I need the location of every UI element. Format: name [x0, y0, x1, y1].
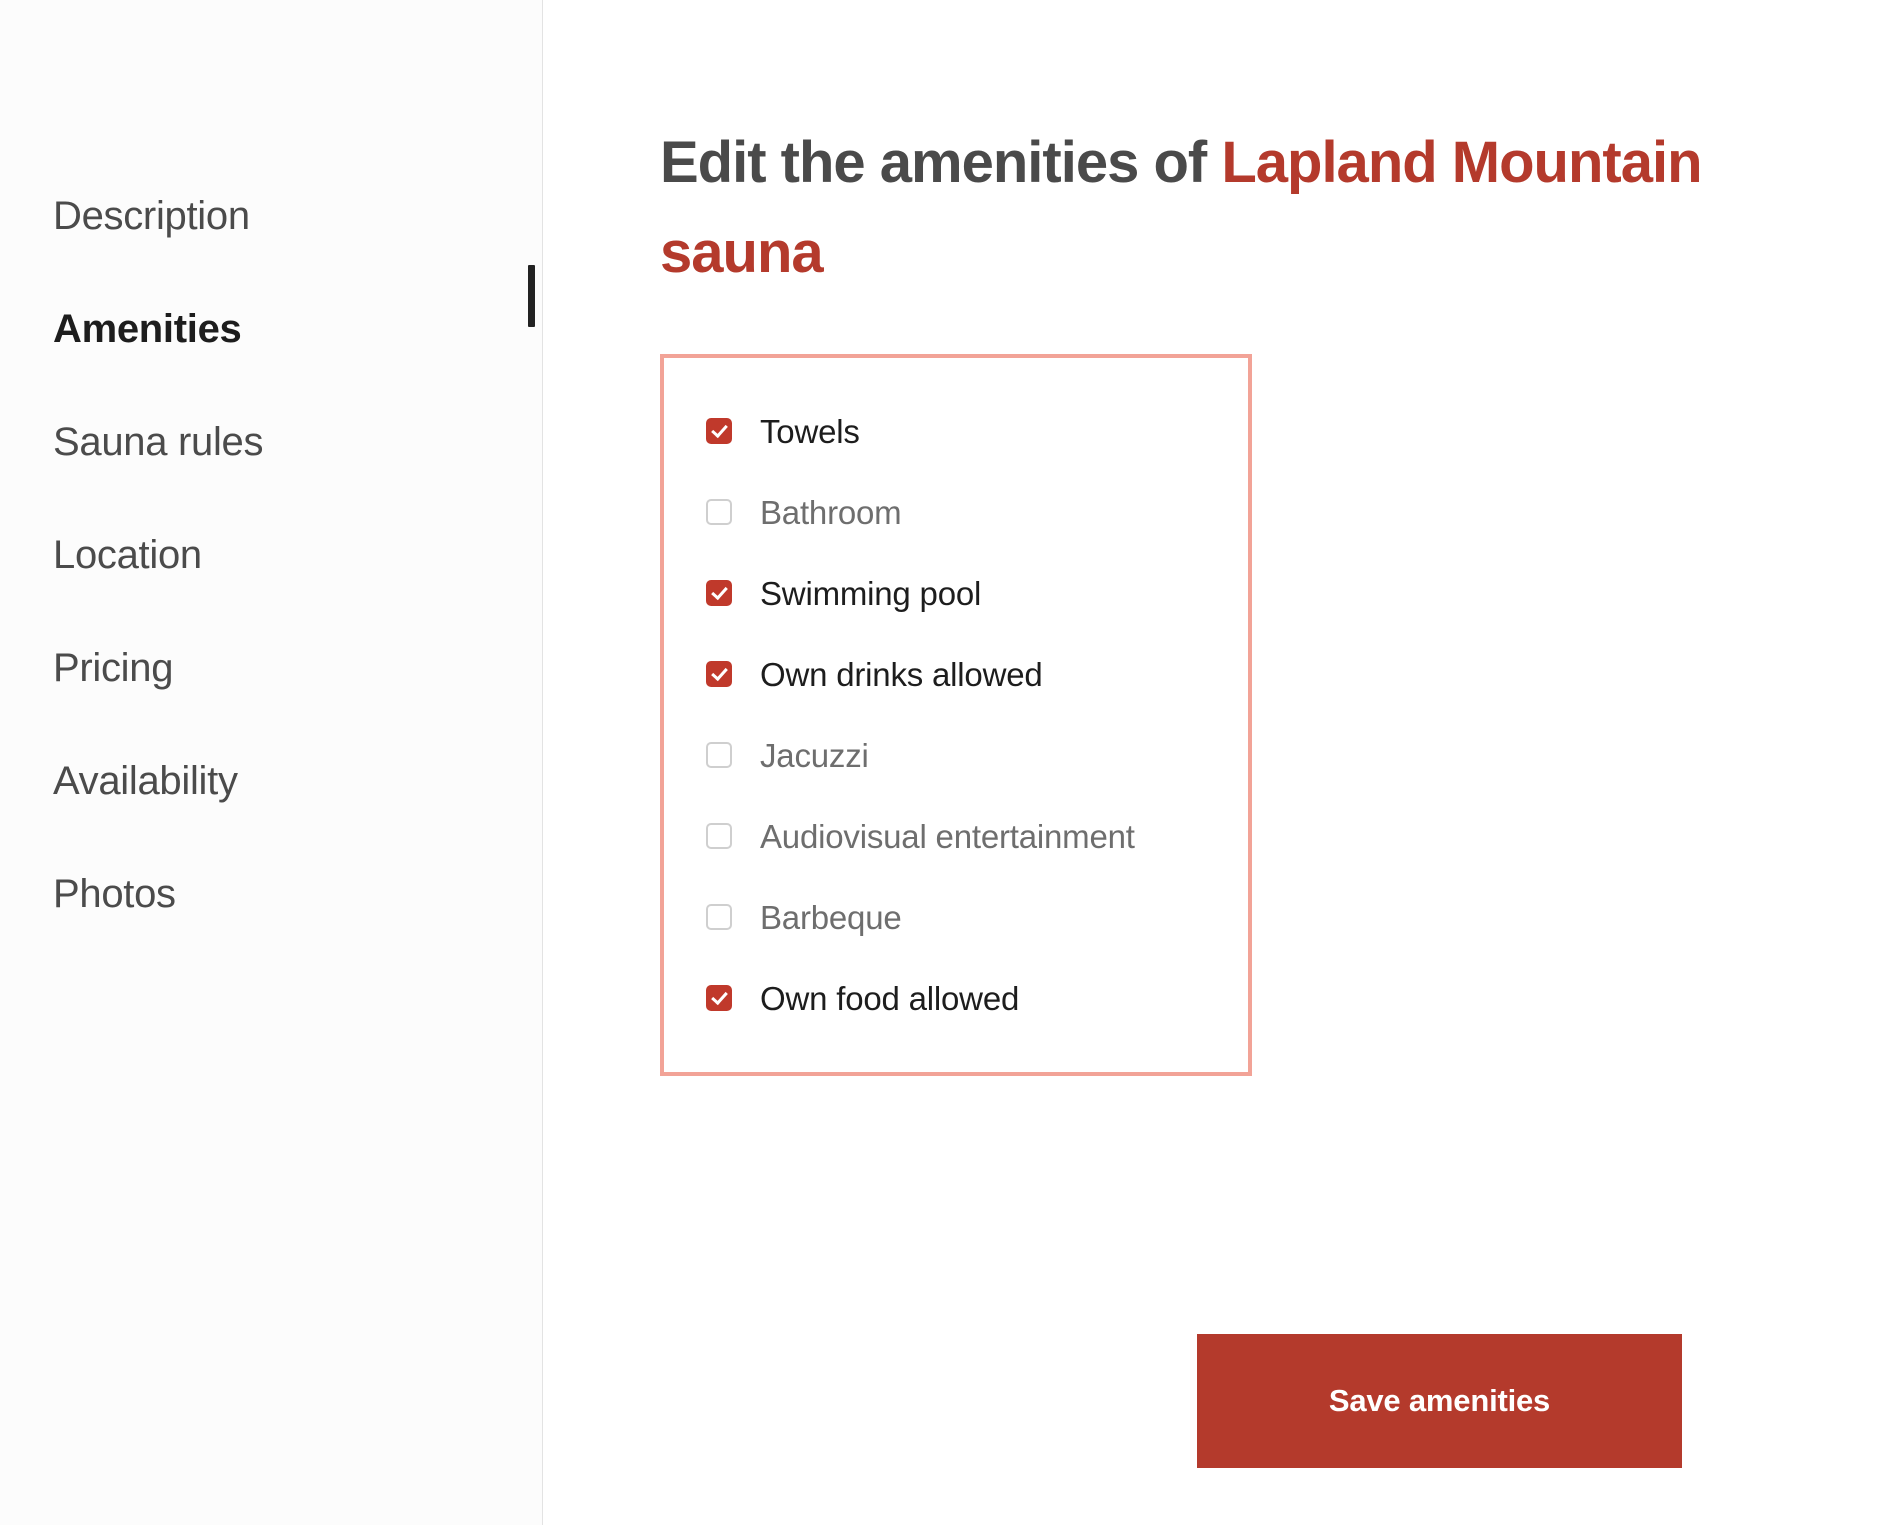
checkbox-unchecked-icon[interactable] — [706, 499, 732, 525]
amenity-row[interactable] — [664, 715, 1248, 796]
checkbox-unchecked-icon[interactable] — [706, 742, 732, 768]
page-title-prefix: Edit the amenities of — [660, 130, 1222, 195]
amenity-row[interactable] — [664, 796, 1248, 877]
page-title-listing-name: Lapland Mountain sauna — [660, 130, 1702, 285]
main-content — [543, 0, 1904, 1525]
save-amenities-button[interactable]: Save amenities — [1197, 1334, 1682, 1468]
amenity-row[interactable] — [664, 877, 1248, 958]
active-section-indicator — [528, 265, 535, 327]
sidebar-item-availability[interactable] — [0, 725, 543, 838]
sidebar — [0, 0, 543, 1525]
amenity-label: Barbeque — [760, 898, 902, 936]
sidebar-item-label: Description — [53, 194, 250, 238]
page-title — [660, 118, 1860, 298]
sidebar-item-label: Amenities — [53, 307, 242, 351]
sidebar-item-pricing[interactable] — [0, 612, 543, 725]
checkbox-checked-icon[interactable] — [706, 580, 732, 606]
amenity-label: Bathroom — [760, 493, 902, 531]
sidebar-item-label: Availability — [53, 759, 238, 803]
amenity-label: Swimming pool — [760, 574, 982, 612]
sidebar-item-label: Photos — [53, 872, 176, 916]
amenity-row[interactable] — [664, 391, 1248, 472]
amenity-row[interactable] — [664, 634, 1248, 715]
sidebar-item-label: Sauna rules — [53, 420, 264, 464]
amenity-row[interactable] — [664, 958, 1248, 1039]
amenities-checklist — [660, 354, 1252, 1076]
sidebar-item-amenities[interactable] — [0, 273, 543, 386]
amenity-label: Own drinks allowed — [760, 655, 1043, 693]
amenity-label: Own food allowed — [760, 979, 1020, 1017]
sidebar-item-photos[interactable] — [0, 838, 543, 951]
checkbox-checked-icon[interactable] — [706, 661, 732, 687]
sidebar-item-sauna-rules[interactable] — [0, 386, 543, 499]
amenity-label: Towels — [760, 412, 860, 450]
amenity-row[interactable] — [664, 553, 1248, 634]
amenity-label: Audiovisual entertainment — [760, 817, 1135, 855]
amenity-label: Jacuzzi — [760, 736, 869, 774]
sidebar-item-location[interactable] — [0, 499, 543, 612]
amenity-row[interactable] — [664, 472, 1248, 553]
sidebar-item-label: Location — [53, 533, 202, 577]
checkbox-checked-icon[interactable] — [706, 418, 732, 444]
checkbox-unchecked-icon[interactable] — [706, 823, 732, 849]
sidebar-item-label: Pricing — [53, 646, 174, 690]
sidebar-item-description[interactable] — [0, 160, 543, 273]
checkbox-checked-icon[interactable] — [706, 985, 732, 1011]
checkbox-unchecked-icon[interactable] — [706, 904, 732, 930]
